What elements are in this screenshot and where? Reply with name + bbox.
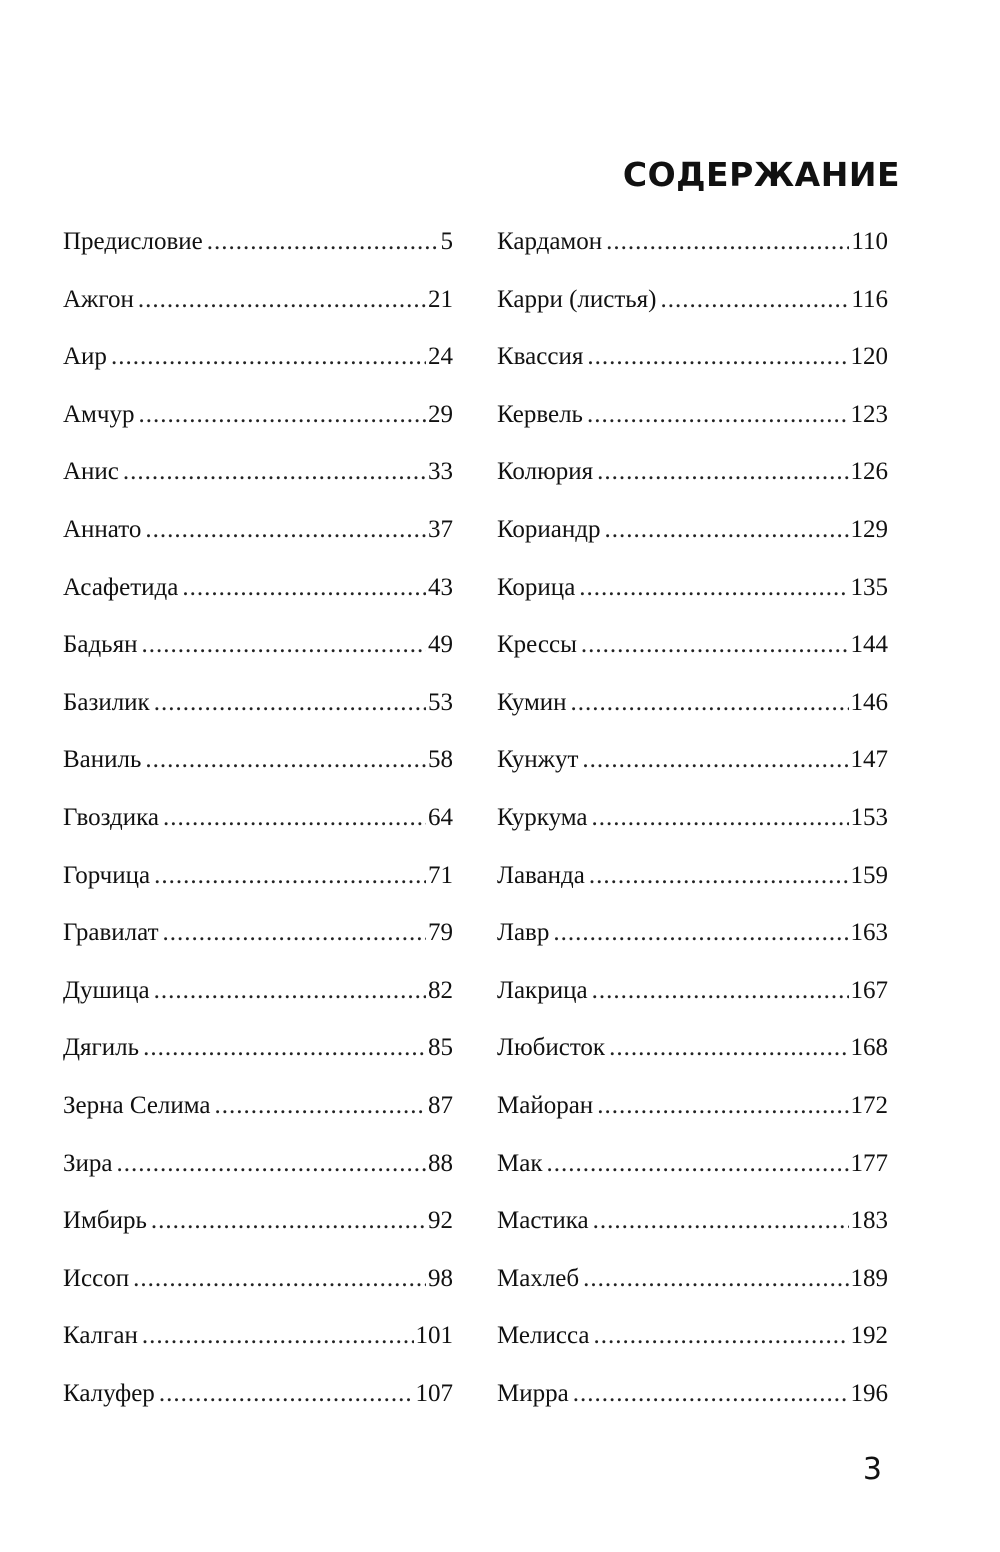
toc-dot-leader <box>553 911 848 955</box>
toc-entry-title: Колюрия <box>497 458 594 486</box>
toc-entry <box>497 738 888 796</box>
toc-dot-leader <box>589 854 849 898</box>
toc-entry-title: Кориандр <box>497 515 601 543</box>
toc-entry-page: 159 <box>850 861 888 889</box>
toc-entry-title: Зерна Селима <box>63 1091 211 1119</box>
toc-entry-page: 167 <box>850 976 888 1004</box>
toc-entry-page: 192 <box>850 1322 888 1350</box>
toc-entry <box>63 335 453 393</box>
toc-entry-page: 144 <box>850 631 888 659</box>
toc-dot-leader <box>587 335 848 379</box>
toc-entry-page: 135 <box>850 573 888 601</box>
toc-dot-leader <box>154 681 426 725</box>
toc-entry-title: Мастика <box>497 1207 589 1235</box>
toc-entry-title: Лавр <box>497 919 550 947</box>
toc-entry-title: Ваниль <box>63 746 142 774</box>
toc-entry <box>63 1257 453 1315</box>
toc-dot-leader <box>215 1084 426 1128</box>
toc-entry-title: Мелисса <box>497 1322 590 1350</box>
toc-dot-leader <box>207 220 439 264</box>
toc-entry-page: 177 <box>850 1149 888 1177</box>
toc-entry <box>63 911 453 969</box>
toc-dot-leader <box>583 1257 848 1301</box>
toc-entry-page: 82 <box>428 976 453 1004</box>
toc-dot-leader <box>143 1026 426 1070</box>
toc-entry <box>63 1199 453 1257</box>
toc-entry-page: 168 <box>850 1034 888 1062</box>
toc-entry-page: 92 <box>428 1207 453 1235</box>
toc-dot-leader <box>145 508 426 552</box>
toc-entry-page: 85 <box>428 1034 453 1062</box>
toc-entry-title: Аир <box>63 343 107 371</box>
toc-entry-page: 98 <box>428 1264 453 1292</box>
toc-entry-title: Кервель <box>497 400 583 428</box>
toc-entry-title: Крессы <box>497 631 577 659</box>
toc-entry-title: Гвоздика <box>63 803 160 831</box>
toc-entry-page: 172 <box>850 1091 888 1119</box>
toc-entry-page: 79 <box>428 919 453 947</box>
toc-entry <box>497 220 888 278</box>
toc-entry-page: 64 <box>428 803 453 831</box>
toc-dot-leader <box>592 969 849 1013</box>
toc-entry-title: Душица <box>63 976 150 1004</box>
toc-entry-title: Базилик <box>63 688 150 716</box>
toc-dot-leader <box>582 738 848 782</box>
toc-entry-title: Кумин <box>497 688 567 716</box>
toc-dot-leader <box>154 969 426 1013</box>
toc-right-column <box>497 220 888 1429</box>
toc-dot-leader <box>163 911 426 955</box>
toc-entry <box>497 566 888 624</box>
toc-dot-leader <box>593 1199 849 1243</box>
page-number: 3 <box>862 1452 882 1487</box>
toc-entry <box>497 1314 888 1372</box>
toc-entry-title: Анис <box>63 458 119 486</box>
toc-entry-page: 110 <box>851 228 888 255</box>
toc-dot-leader <box>145 738 426 782</box>
toc-entry <box>63 854 453 912</box>
toc-entry <box>63 278 453 336</box>
toc-dot-leader <box>138 393 426 437</box>
toc-entry-title: Кунжут <box>497 746 579 774</box>
toc-entry-title: Карри (листья) <box>497 285 657 313</box>
toc-entry-title: Иссоп <box>63 1264 130 1292</box>
toc-dot-leader <box>123 450 426 494</box>
toc-dot-leader <box>661 278 850 322</box>
toc-entry-page: 58 <box>428 746 453 774</box>
toc-entry-page: 116 <box>851 285 888 313</box>
toc-dot-leader <box>117 1142 427 1186</box>
toc-entry <box>497 1084 888 1142</box>
toc-dot-leader <box>111 335 426 379</box>
toc-entry-title: Калуфер <box>63 1379 155 1407</box>
toc-dot-leader <box>151 1199 426 1243</box>
toc-entry-page: 101 <box>415 1322 453 1350</box>
toc-entry-page: 183 <box>850 1207 888 1235</box>
toc-entry-page: 21 <box>428 285 453 313</box>
toc-entry <box>63 1084 453 1142</box>
toc-entry-page: 49 <box>428 631 453 659</box>
toc-entry-page: 33 <box>428 458 453 486</box>
toc-dot-leader <box>138 278 426 322</box>
toc-entry <box>63 220 453 278</box>
toc-dot-leader <box>587 393 849 437</box>
toc-entry-title: Квассия <box>497 343 584 371</box>
toc-entry-title: Кардамон <box>497 228 603 255</box>
toc-entry-page: 120 <box>850 343 888 371</box>
toc-entry <box>497 335 888 393</box>
toc-entry <box>497 911 888 969</box>
toc-dot-leader <box>597 1084 848 1128</box>
toc-entry <box>63 1314 453 1372</box>
toc-entry <box>63 508 453 566</box>
toc-entry <box>63 623 453 681</box>
toc-entry <box>63 450 453 508</box>
toc-entry-page: 123 <box>850 400 888 428</box>
toc-entry-page: 43 <box>428 573 453 601</box>
toc-entry-page: 126 <box>850 458 888 486</box>
toc-entry-page: 53 <box>428 688 453 716</box>
toc-entry <box>63 796 453 854</box>
toc-dot-leader <box>593 1314 848 1358</box>
toc-entry-page: 5 <box>440 228 453 255</box>
toc-entry <box>63 1372 453 1430</box>
toc-entry-page: 107 <box>415 1379 453 1407</box>
toc-entry <box>497 508 888 566</box>
toc-entry <box>63 1142 453 1200</box>
toc-entry-title: Корица <box>497 573 576 601</box>
toc-dot-leader <box>546 1142 848 1186</box>
toc-entry <box>497 393 888 451</box>
toc-dot-leader <box>606 220 849 264</box>
toc-entry-title: Ажгон <box>63 285 134 313</box>
toc-entry <box>497 1257 888 1315</box>
toc-entry <box>497 1199 888 1257</box>
toc-entry-title: Любисток <box>497 1034 606 1062</box>
toc-entry-page: 87 <box>428 1091 453 1119</box>
toc-entry-title: Зира <box>63 1149 113 1177</box>
toc-entry-title: Махлеб <box>497 1264 580 1292</box>
toc-entry-title: Куркума <box>497 803 588 831</box>
toc-entry <box>63 738 453 796</box>
toc-dot-leader <box>141 623 426 667</box>
toc-entry <box>497 1142 888 1200</box>
toc-entry-title: Мак <box>497 1149 543 1177</box>
toc-entry <box>497 796 888 854</box>
toc-entry <box>63 566 453 624</box>
toc-dot-leader <box>133 1257 426 1301</box>
toc-entry <box>63 969 453 1027</box>
toc-entry-title: Лаванда <box>497 861 585 889</box>
toc-entry-page: 146 <box>850 688 888 716</box>
toc-entry-page: 37 <box>428 515 453 543</box>
toc-dot-leader <box>159 1372 414 1416</box>
toc-dot-leader <box>142 1314 414 1358</box>
toc-dot-leader <box>573 1372 849 1416</box>
page-title: СОДЕРЖАНИЕ <box>622 155 900 194</box>
toc-entry-title: Аннато <box>63 515 142 543</box>
toc-dot-leader <box>182 566 426 610</box>
toc-entry <box>63 1026 453 1084</box>
toc-entry <box>497 623 888 681</box>
toc-dot-leader <box>163 796 426 840</box>
toc-dot-leader <box>154 854 426 898</box>
toc-entry-title: Асафетида <box>63 573 179 601</box>
toc-entry-title: Имбирь <box>63 1207 147 1235</box>
toc-entry-page: 129 <box>850 515 888 543</box>
toc-entry <box>497 854 888 912</box>
toc-entry-page: 88 <box>428 1149 453 1177</box>
toc-entry <box>497 681 888 739</box>
toc-left-column <box>63 220 453 1429</box>
toc-entry-page: 24 <box>428 343 453 371</box>
toc-entry <box>63 393 453 451</box>
toc-dot-leader <box>579 566 848 610</box>
toc-dot-leader <box>609 1026 848 1070</box>
toc-entry-title: Дягиль <box>63 1034 140 1062</box>
toc-entry-title: Амчур <box>63 400 135 428</box>
toc-entry <box>63 681 453 739</box>
toc-entry-page: 163 <box>850 919 888 947</box>
toc-entry-page: 29 <box>428 400 453 428</box>
toc-entry <box>497 278 888 336</box>
toc-dot-leader <box>597 450 848 494</box>
toc-entry-page: 189 <box>850 1264 888 1292</box>
toc-entry-page: 147 <box>850 746 888 774</box>
toc-dot-leader <box>581 623 849 667</box>
toc-dot-leader <box>592 796 849 840</box>
toc-dot-leader <box>605 508 849 552</box>
toc-entry-title: Предисловие <box>63 228 203 255</box>
toc-entry-page: 153 <box>850 803 888 831</box>
toc-entry-page: 71 <box>428 861 453 889</box>
toc-entry-page: 196 <box>850 1379 888 1407</box>
toc-entry-title: Бадьян <box>63 631 138 659</box>
toc-entry-title: Майоран <box>497 1091 594 1119</box>
toc-entry-title: Мирра <box>497 1379 569 1407</box>
toc-entry-title: Гравилат <box>63 919 159 947</box>
toc-entry-title: Горчица <box>63 861 151 889</box>
toc-dot-leader <box>571 681 849 725</box>
toc-entry <box>497 1026 888 1084</box>
toc-entry-title: Калган <box>63 1322 138 1350</box>
toc-entry <box>497 969 888 1027</box>
toc-entry <box>497 450 888 508</box>
toc-entry <box>497 1372 888 1430</box>
toc-entry-title: Лакрица <box>497 976 588 1004</box>
